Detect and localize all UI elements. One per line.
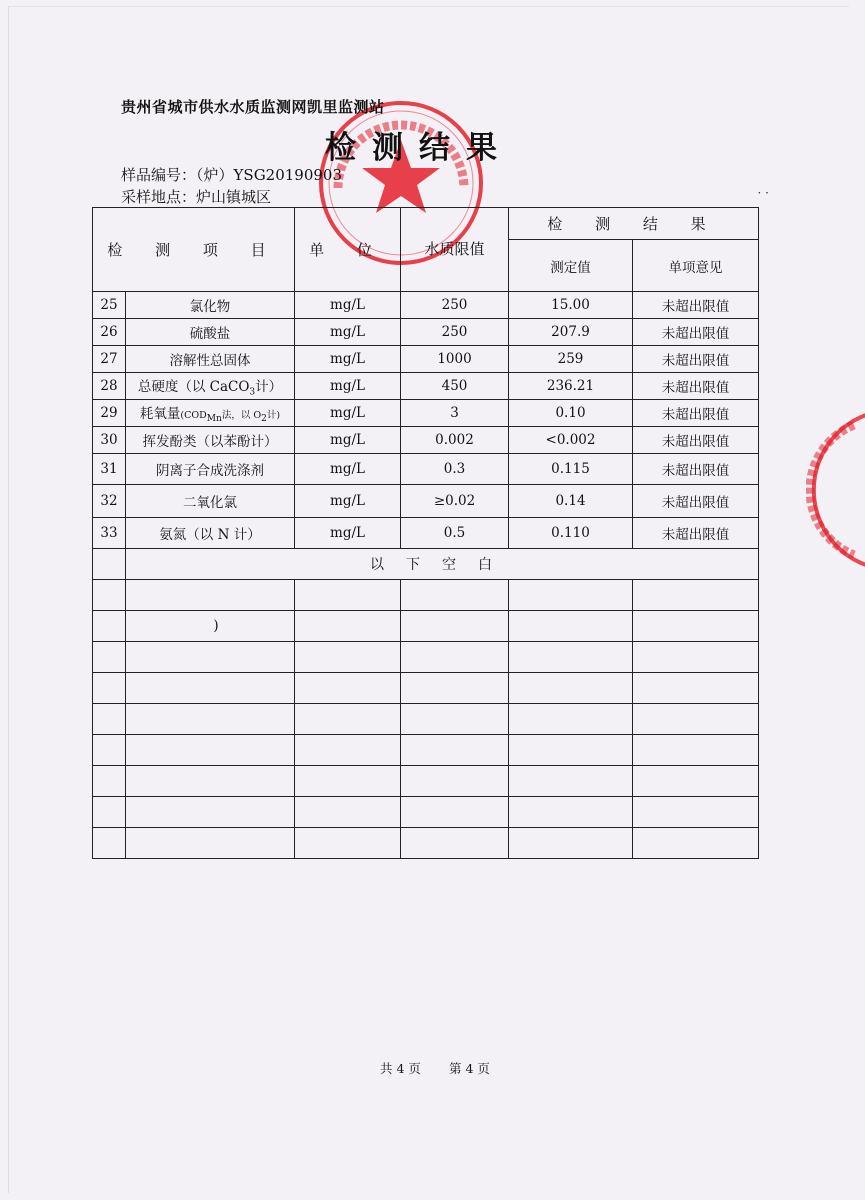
- row-item: 氯化物: [126, 292, 295, 319]
- table-row: [93, 427, 759, 454]
- row-limit: 3: [401, 400, 509, 427]
- row-no: 30: [93, 427, 126, 454]
- row-item: 溶解性总固体: [126, 346, 295, 373]
- stray-mark: ): [126, 611, 295, 642]
- row-limit: 450: [401, 373, 509, 400]
- header-item: 检 测 项 目: [93, 208, 295, 292]
- organization-name: 贵州省城市供水水质监测网凯里监测站: [121, 98, 385, 116]
- row-measured: 0.110: [509, 518, 633, 549]
- item-note: [180, 410, 281, 424]
- row-limit: 0.002: [401, 427, 509, 454]
- row-unit: mg/L: [295, 518, 401, 549]
- empty-row: [93, 797, 759, 828]
- page-number: 第 4 页: [449, 1061, 490, 1076]
- row-limit: 0.5: [401, 518, 509, 549]
- row-measured: <0.002: [509, 427, 633, 454]
- blank-cell: [93, 549, 126, 580]
- table-row: [93, 346, 759, 373]
- row-item: 挥发酚类（以苯酚计）: [126, 427, 295, 454]
- row-measured: 207.9: [509, 319, 633, 346]
- row-opinion: 未超出限值: [633, 518, 759, 549]
- margin-dots: · ·: [757, 186, 769, 200]
- row-no: 27: [93, 346, 126, 373]
- table-row: [93, 400, 759, 427]
- header-limit: 水质限值: [401, 208, 509, 292]
- item-text-end: 计）: [255, 378, 283, 395]
- sample-number-label: 样品编号：: [121, 166, 197, 184]
- partial-seal-stamp: [806, 410, 865, 570]
- empty-row: [93, 735, 759, 766]
- item-subscript: 3: [249, 387, 256, 398]
- header-result-group: 检 测 结 果: [509, 208, 759, 240]
- table-row: [93, 454, 759, 485]
- table-row: [93, 319, 759, 346]
- row-no: 28: [93, 373, 126, 400]
- item-note-b: 法，以 O: [221, 410, 262, 422]
- row-limit: 250: [401, 292, 509, 319]
- row-item: 二氧化氯: [126, 485, 295, 518]
- empty-row: [93, 580, 759, 611]
- item-note-sub: Mn: [206, 413, 222, 424]
- item-text: 耗氧量: [139, 406, 181, 423]
- row-no: 32: [93, 485, 126, 518]
- row-opinion: 未超出限值: [633, 427, 759, 454]
- row-opinion: 未超出限值: [633, 400, 759, 427]
- row-measured: 0.14: [509, 485, 633, 518]
- header-opinion: 单项意见: [633, 240, 759, 292]
- row-limit: 1000: [401, 346, 509, 373]
- row-no: 31: [93, 454, 126, 485]
- blank-note-row: [93, 549, 759, 580]
- row-unit: mg/L: [295, 373, 401, 400]
- empty-row: [93, 828, 759, 859]
- row-unit: mg/L: [295, 346, 401, 373]
- table-row: [93, 292, 759, 319]
- row-unit: mg/L: [295, 427, 401, 454]
- row-measured: 236.21: [509, 373, 633, 400]
- empty-row: [93, 611, 759, 642]
- document-title: 检测结果: [325, 130, 513, 166]
- item-note-c: 计): [266, 410, 281, 422]
- row-opinion: 未超出限值: [633, 292, 759, 319]
- header-unit: 单 位: [295, 208, 401, 292]
- row-limit: ≥0.02: [401, 485, 509, 518]
- page-total: 共 4 页: [380, 1061, 421, 1076]
- results-table: [92, 207, 759, 859]
- table-row: [93, 373, 759, 400]
- row-no: 26: [93, 319, 126, 346]
- row-unit: mg/L: [295, 319, 401, 346]
- empty-row: [93, 704, 759, 735]
- row-opinion: 未超出限值: [633, 373, 759, 400]
- sampling-site-value: 炉山镇城区: [196, 188, 272, 206]
- blank-note: 以下空白: [126, 549, 759, 580]
- header-measured: 测定值: [509, 240, 633, 292]
- item-text: 总硬度（以 CaCO: [137, 378, 250, 395]
- row-measured: 0.10: [509, 400, 633, 427]
- row-item: 硫酸盐: [126, 319, 295, 346]
- row-unit: mg/L: [295, 454, 401, 485]
- row-measured: 15.00: [509, 292, 633, 319]
- sample-number: [121, 164, 342, 185]
- row-limit: 250: [401, 319, 509, 346]
- empty-row: [93, 673, 759, 704]
- empty-row: [93, 766, 759, 797]
- row-measured: 0.115: [509, 454, 633, 485]
- row-opinion: 未超出限值: [633, 346, 759, 373]
- sample-number-value: （炉）YSG20190903: [196, 166, 343, 184]
- row-no: 33: [93, 518, 126, 549]
- row-no: 25: [93, 292, 126, 319]
- table-row: [93, 485, 759, 518]
- header-row-1: [93, 208, 759, 240]
- row-item: 氨氮（以 N 计）: [126, 518, 295, 549]
- row-opinion: 未超出限值: [633, 319, 759, 346]
- row-limit: 0.3: [401, 454, 509, 485]
- row-unit: mg/L: [295, 485, 401, 518]
- row-item: [126, 373, 295, 400]
- row-item: [126, 400, 295, 427]
- row-measured: 259: [509, 346, 633, 373]
- row-unit: mg/L: [295, 400, 401, 427]
- item-note-sub2: 2: [261, 413, 267, 424]
- sampling-site-label: 采样地点：: [121, 188, 197, 206]
- row-opinion: 未超出限值: [633, 485, 759, 518]
- table-row: [93, 518, 759, 549]
- row-opinion: 未超出限值: [633, 454, 759, 485]
- sampling-site: [121, 186, 271, 207]
- empty-row: [93, 642, 759, 673]
- item-note-a: (COD: [180, 410, 207, 422]
- row-item: 阴离子合成洗涤剂: [126, 454, 295, 485]
- row-no: 29: [93, 400, 126, 427]
- row-unit: mg/L: [295, 292, 401, 319]
